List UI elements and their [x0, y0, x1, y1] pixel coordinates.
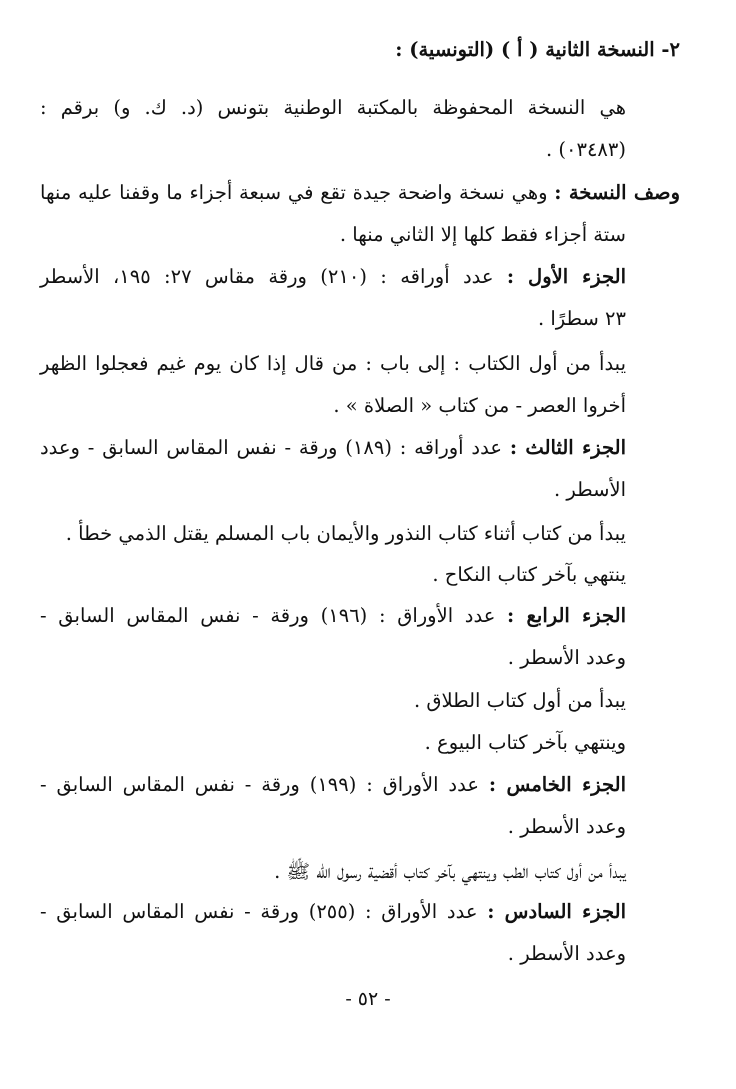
part-5-line-1: الجزء الخامس : عدد الأوراق : (١٩٩) ورقة - نفس المقاس السابق -	[40, 773, 626, 796]
intro-line-1: هي النسخة المحفوظة بالمكتبة الوطنية بتونس (د. ك. و) برقم :	[40, 96, 626, 119]
part-1-note-2: أخروا العصر - من كتاب « الصلاة » .	[333, 394, 626, 417]
description-line-1: وصف النسخة : وهي نسخة واضحة جيدة تقع في سبعة أجزاء ما وقفنا عليه منها	[40, 181, 680, 204]
part-6-line-1: الجزء السادس : عدد الأوراق : (٢٥٥) ورقة - نفس المقاس السابق -	[40, 900, 627, 923]
part-5-label: الجزء الخامس :	[488, 773, 626, 796]
section-heading: ٢- النسخة الثانية ( أ ) (التونسية) :	[395, 38, 680, 61]
description-label: وصف النسخة :	[554, 181, 680, 204]
part-3-label: الجزء الثالث :	[509, 436, 626, 459]
page-number: - ٥٢ -	[345, 988, 391, 1010]
description-line-2: ستة أجزاء فقط كلها إلا الثاني منها .	[339, 223, 626, 246]
part-4-note-2: وينتهي بآخر كتاب البيوع .	[424, 731, 626, 754]
part-6-label: الجزء السادس :	[487, 900, 627, 923]
part-3-note-1: يبدأ من كتاب أثناء كتاب النذور والأيمان باب المسلم يقتل الذمي خطأ .	[65, 522, 626, 545]
part-5-line-2: وعدد الأسطر .	[507, 815, 626, 838]
part-3-line-1: الجزء الثالث : عدد أوراقه : (١٨٩) ورقة - نفس المقاس السابق - وعدد	[40, 436, 626, 459]
part-4-label: الجزء الرابع :	[507, 604, 626, 627]
intro-line-2: (٠٣٤٨٣) .	[546, 138, 626, 161]
part-1-note-1: يبدأ من أول الكتاب : إلى باب : من قال إذا كان يوم غيم فعجلوا الظهر	[40, 352, 626, 375]
part-3-note-2: ينتهي بآخر كتاب النكاح .	[432, 563, 626, 586]
part-4-note-1: يبدأ من أول كتاب الطلاق .	[413, 689, 626, 712]
part-1-line-2: ٢٣ سطرًا .	[537, 307, 626, 330]
part-3-line-2: الأسطر .	[553, 478, 626, 501]
part-1-line-1: الجزء الأول : عدد أوراقه : (٢١٠) ورقة مقاس ٢٧: ١٩٥، الأسطر	[40, 265, 626, 288]
part-5-note-1: يبدأ من أول كتاب الطب وينتهي بآخر كتاب أقضية رسول الله ﷺ .	[274, 860, 626, 883]
part-1-label: الجزء الأول :	[506, 265, 626, 288]
part-6-line-2: وعدد الأسطر .	[507, 942, 626, 965]
part-4-line-1: الجزء الرابع : عدد الأوراق : (١٩٦) ورقة - نفس المقاس السابق -	[40, 604, 626, 627]
part-4-line-2: وعدد الأسطر .	[507, 646, 626, 669]
